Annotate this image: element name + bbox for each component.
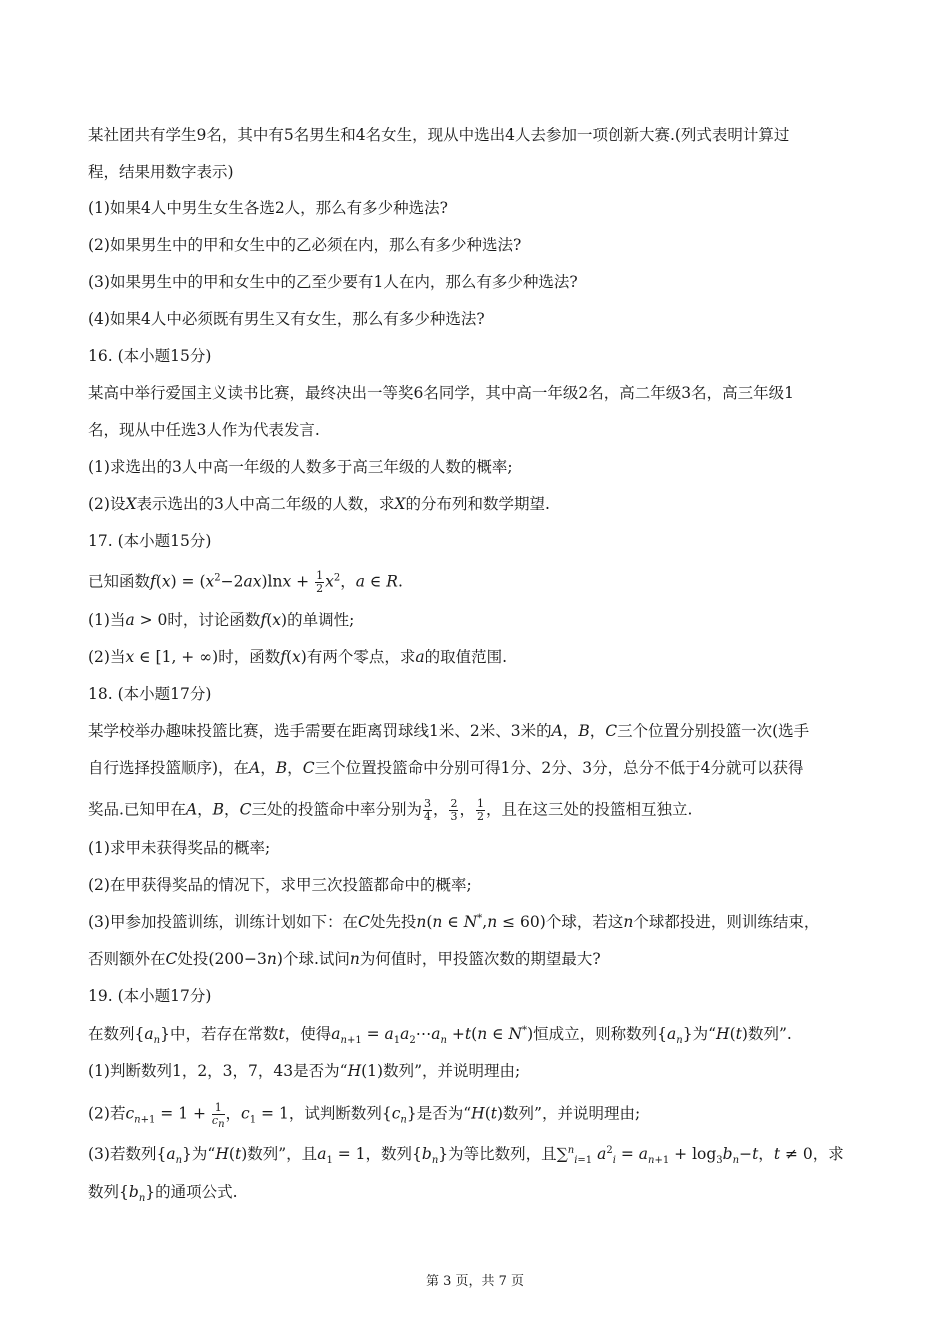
p15-question-4: (4)如果4人中必须既有男生又有女生，那么有多少种选法?	[88, 310, 485, 328]
p16-header: 16. (本小题15分)	[88, 347, 212, 365]
p19-question-3-line1: (3)若数列$\{a_n\}$为“H(t)数列”，且$a_1 = 1$，数列$\{b_n\}$为等比数列，且∑$^n_{i=1}$ $a^2_i = a_{n+1} + \log_3b_n-t$，t ≠ 0，求	[88, 1144, 844, 1167]
p18-intro-line1: 某学校举办趣味投篮比赛，选手需要在距离罚球线1米、2米、3米的A，B，C三个位置分别投篮一次(选手	[88, 722, 810, 740]
p19-question-3-line2: 数列$\{b_n\}$的通项公式.	[88, 1183, 238, 1205]
p15-question-2: (2)如果男生中的甲和女生中的乙必须在内，那么有多少种选法?	[88, 236, 522, 254]
p15-intro-line2: 程，结果用数字表示)	[88, 163, 234, 181]
p15-question-1: (1)如果4人中男生女生各选2人，那么有多少种选法?	[88, 199, 448, 217]
p16-question-1: (1)求选出的3人中高一年级的人数多于高三年级的人数的概率;	[88, 458, 513, 476]
p17-header: 17. (本小题15分)	[88, 532, 212, 550]
p18-question-3-line2: 否则额外在C处投(200−3n)个球.试问n为何值时，甲投篮次数的期望最大?	[88, 950, 601, 968]
p18-intro-line3: 奖品.已知甲在A，B，C三处的投篮命中率分别为 $\frac{3}{4}$ ， $\frac{2}{3}$ ， $\frac{1}{2}$ ，且在这三处的投篮相互独立.	[88, 797, 693, 823]
p18-intro-line2: 自行选择投篮顺序)，在A，B，C三个位置投篮命中分别可得1分、2分、3分，总分不低于4分就可以获得	[88, 759, 804, 777]
p15-intro-line1: 某社团共有学生9名，其中有5名男生和4名女生，现从中选出4人去参加一项创新大赛.(列式表明计算过	[88, 126, 790, 144]
p19-intro: 在数列$\{a_n\}$中，若存在常数t，使得$a_{n+1}$ = $a_1a_2\cdots a_n +t(n$ ∈ N*)恒成立，则称数列$\{a_n\}$为“H(t)数列”.	[88, 1024, 792, 1047]
p19-question-1: (1)判断数列1，2，3，7，43是否为“H(1)数列”，并说明理由;	[88, 1062, 521, 1080]
p19-question-2: (2)若$c_{n+1} = 1$ + $\frac{1}{c_n}$ ，$c_1 = 1$，试判断数列$\{c_n\}$是否为“H(t)数列”，并说明理由;	[88, 1101, 641, 1131]
p15-question-3: (3)如果男生中的甲和女生中的乙至少要有1人在内，那么有多少种选法?	[88, 273, 578, 291]
p18-header: 18. (本小题17分)	[88, 685, 212, 703]
p18-question-2: (2)在甲获得奖品的情况下，求甲三次投篮都命中的概率;	[88, 876, 472, 894]
page-footer: 第 3 页，共 7 页	[425, 1274, 525, 1289]
p16-intro-line2: 名，现从中任选3人作为代表发言.	[88, 421, 320, 439]
p19-header: 19. (本小题17分)	[88, 987, 212, 1005]
p16-intro-line1: 某高中举行爱国主义读书比赛，最终决出一等奖6名同学，其中高一年级2名，高二年级3名，高三年级1	[88, 384, 794, 402]
p17-intro: 已知函数$f(x) = (x^2-2ax)\ln x$ + $\frac{1}{2}$ $x^2$，a ∈ R.	[88, 569, 403, 595]
p16-question-2: (2)设X表示选出的3人中高二年级的人数，求X的分布列和数学期望.	[88, 495, 550, 513]
p18-question-3-line1: (3)甲参加投篮训练，训练计划如下：在C处先投n(n ∈ N*,n ≤ 60)个球，若这n个球都投进，则训练结束，	[88, 912, 820, 931]
p17-question-1: (1)当a > 0时，讨论函数f(x)的单调性;	[88, 611, 355, 629]
p18-question-1: (1)求甲未获得奖品的概率;	[88, 839, 271, 857]
p17-question-2: (2)当x ∈ [1, + ∞)时，函数f(x)有两个零点，求a的取值范围.	[88, 648, 508, 666]
